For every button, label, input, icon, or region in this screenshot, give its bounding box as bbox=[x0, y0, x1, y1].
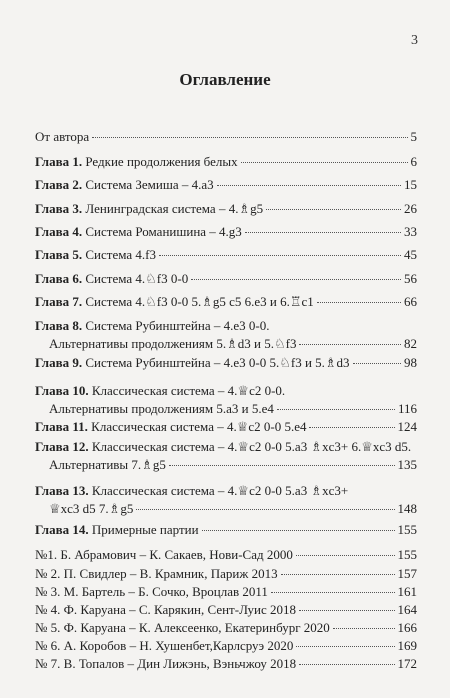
toc-entry-text: Глава 2. Система Земиша – 4.a3 bbox=[35, 177, 214, 192]
toc-entry-text: От автора bbox=[35, 129, 90, 144]
toc-page-number: 82 bbox=[404, 336, 417, 351]
dot-leader bbox=[245, 232, 401, 233]
toc-entry-text: Альтернативы 7.♗g5 bbox=[49, 457, 166, 472]
toc-entry-line bbox=[35, 655, 417, 673]
dot-leader bbox=[296, 646, 394, 647]
toc-entry bbox=[35, 546, 417, 564]
toc-entry-text: № 2. П. Свидлер – В. Крамник, Париж 2013 bbox=[35, 566, 278, 581]
toc-entry-line bbox=[35, 382, 417, 400]
toc-entry bbox=[35, 565, 417, 583]
toc-entry-text: Глава 1. Редкие продолжения белых bbox=[35, 154, 238, 169]
toc-entry bbox=[35, 482, 417, 518]
dot-leader bbox=[299, 610, 394, 611]
toc-page-number: 6 bbox=[410, 154, 417, 169]
chapter-label: Глава 9. bbox=[35, 355, 83, 370]
toc-entry-line bbox=[35, 317, 417, 335]
toc-entry-text: Глава 13. Классическая система – 4.♕c2 0-0 5.a3 ♗xc3+ bbox=[35, 483, 349, 498]
toc-entry bbox=[35, 438, 417, 474]
toc-entry-line bbox=[35, 400, 417, 418]
toc-entry bbox=[35, 619, 417, 637]
toc-entry bbox=[35, 246, 417, 264]
toc-page-number: 172 bbox=[397, 656, 417, 671]
toc-entry-line bbox=[35, 128, 417, 146]
chapter-label: Глава 3. bbox=[35, 201, 83, 216]
toc-entry-text: Глава 5. Система 4.f3 bbox=[35, 247, 156, 262]
toc-page-number: 155 bbox=[397, 522, 417, 537]
toc-entry-text: № 6. А. Коробов – Н. Хушенбет,Карлсруэ 2020 bbox=[35, 638, 294, 653]
toc-entry bbox=[35, 354, 417, 372]
dot-leader bbox=[202, 530, 395, 531]
toc-entry-text: Глава 9. Система Рубинштейна – 4.e3 0-0 5.♘f3 и 5.♗d3 bbox=[35, 355, 350, 370]
toc-entry-line bbox=[35, 482, 417, 500]
toc-entry-text: № 4. Ф. Каруана – С. Карякин, Сент-Луис 2018 bbox=[35, 602, 297, 617]
toc-entry bbox=[35, 317, 417, 353]
toc-entry-line bbox=[35, 438, 417, 456]
chapter-label: Глава 13. bbox=[35, 483, 89, 498]
toc-entry-line bbox=[35, 583, 417, 601]
chapter-label: Глава 10. bbox=[35, 383, 89, 398]
page-number: 3 bbox=[411, 33, 418, 48]
chapter-label: Глава 6. bbox=[35, 271, 83, 286]
toc-entry-line bbox=[35, 546, 417, 564]
chapter-label: Глава 2. bbox=[35, 177, 83, 192]
toc-entry-line bbox=[35, 153, 417, 171]
dot-leader bbox=[296, 555, 395, 556]
toc-page-number: 148 bbox=[397, 501, 417, 516]
toc-page-number: 26 bbox=[404, 201, 417, 216]
toc-entry-line bbox=[35, 637, 417, 655]
dot-leader bbox=[277, 409, 395, 410]
dot-leader bbox=[191, 279, 401, 280]
chapter-label: Глава 5. bbox=[35, 247, 83, 262]
toc-entry-line bbox=[35, 354, 417, 372]
toc-entry-text: Глава 8. Система Рубинштейна – 4.e3 0-0. bbox=[35, 318, 270, 333]
chapter-label: Глава 1. bbox=[35, 154, 83, 169]
toc-entry-text: Глава 4. Система Романишина – 4.g3 bbox=[35, 224, 242, 239]
toc-entry-line bbox=[35, 601, 417, 619]
toc-page-number: 155 bbox=[397, 547, 417, 562]
toc-entry-line bbox=[35, 418, 417, 436]
toc-entry bbox=[35, 521, 417, 539]
dot-leader bbox=[353, 363, 401, 364]
toc-entry bbox=[35, 655, 417, 673]
toc-page-number: 15 bbox=[404, 177, 417, 192]
toc-page-number: 166 bbox=[397, 620, 417, 635]
toc-entry-text: Альтернативы продолжениям 5.♗d3 и 5.♘f3 bbox=[49, 336, 297, 351]
toc-entry bbox=[35, 418, 417, 436]
toc-entry-text: Глава 3. Ленинградская система – 4.♗g5 bbox=[35, 201, 264, 216]
chapter-label: Глава 12. bbox=[35, 439, 89, 454]
toc-entry-text: № 3. М. Бартель – Б. Сочко, Вроцлав 2011 bbox=[35, 584, 268, 599]
toc-page-number: 169 bbox=[397, 638, 417, 653]
toc-entry-text: Глава 14. Примерные партии bbox=[35, 522, 199, 537]
toc-entry bbox=[35, 176, 417, 194]
dot-leader bbox=[309, 427, 394, 428]
toc-entry-text: Глава 6. Система 4.♘f3 0-0 bbox=[35, 271, 189, 286]
toc-entry-text: Глава 10. Классическая система – 4.♕c2 0-0. bbox=[35, 383, 286, 398]
chapter-label: Глава 4. bbox=[35, 224, 83, 239]
page-title: Оглавление bbox=[179, 70, 271, 89]
dot-leader bbox=[281, 574, 395, 575]
toc-entry-line bbox=[35, 456, 417, 474]
toc-page-number: 5 bbox=[410, 129, 417, 144]
dot-leader bbox=[299, 344, 401, 345]
dot-leader bbox=[241, 162, 408, 163]
toc-entry-text: Глава 7. Система 4.♘f3 0-0 5.♗g5 c5 6.e3 и 6.♖c1 bbox=[35, 294, 314, 309]
toc-entry-line bbox=[35, 565, 417, 583]
toc-entry-text: Глава 12. Классическая система – 4.♕c2 0-0 5.a3 ♗xc3+ 6.♕xc3 d5. bbox=[35, 439, 412, 454]
toc-page-number: 124 bbox=[397, 419, 417, 434]
dot-leader bbox=[333, 628, 395, 629]
toc-entry bbox=[35, 601, 417, 619]
toc-page-number: 161 bbox=[397, 584, 417, 599]
toc-entry-line bbox=[35, 335, 417, 353]
dot-leader bbox=[271, 592, 395, 593]
toc-entry bbox=[35, 153, 417, 171]
toc-page-number: 45 bbox=[404, 247, 417, 262]
toc-page-number: 98 bbox=[404, 355, 417, 370]
toc-entry-line bbox=[35, 521, 417, 539]
toc-entry-text: № 7. В. Топалов – Дин Лижэнь, Вэньчжоу 2018 bbox=[35, 656, 297, 671]
dot-leader bbox=[317, 302, 401, 303]
toc-page-number: 164 bbox=[397, 602, 417, 617]
toc-entry bbox=[35, 637, 417, 655]
dot-leader bbox=[217, 185, 401, 186]
toc-entry bbox=[35, 270, 417, 288]
chapter-label: Глава 11. bbox=[35, 419, 88, 434]
toc-page-number: 66 bbox=[404, 294, 417, 309]
toc-entry bbox=[35, 128, 417, 146]
dot-leader bbox=[299, 664, 394, 665]
toc-entry-line bbox=[35, 270, 417, 288]
toc-entry-text: Глава 11. Классическая система – 4.♕c2 0-0 5.e4 bbox=[35, 419, 307, 434]
toc-entry bbox=[35, 293, 417, 311]
toc-entry bbox=[35, 382, 417, 418]
toc-page-number: 56 bbox=[404, 271, 417, 286]
chapter-label: Глава 7. bbox=[35, 294, 83, 309]
toc-page-number: 116 bbox=[397, 401, 417, 416]
dot-leader bbox=[159, 255, 401, 256]
toc-entry-text: Альтернативы продолжениям 5.a3 и 5.e4 bbox=[49, 401, 274, 416]
dot-leader bbox=[169, 465, 395, 466]
toc-entry-line bbox=[35, 246, 417, 264]
toc-page-number: 157 bbox=[397, 566, 417, 581]
toc-entry bbox=[35, 583, 417, 601]
toc-entry-text: № 5. Ф. Каруана – К. Алексеенко, Екатеринбург 2020 bbox=[35, 620, 330, 635]
toc-entry-line bbox=[35, 223, 417, 241]
toc-entry bbox=[35, 200, 417, 218]
toc-entry-text: ♕xc3 d5 7.♗g5 bbox=[49, 501, 134, 516]
dot-leader bbox=[92, 137, 407, 138]
dot-leader bbox=[266, 209, 401, 210]
toc-entry bbox=[35, 223, 417, 241]
toc-entry-line bbox=[35, 500, 417, 518]
dot-leader bbox=[136, 509, 394, 510]
toc-entry-line bbox=[35, 176, 417, 194]
toc-entry-line bbox=[35, 619, 417, 637]
toc-entry-text: №1. Б. Абрамович – К. Сакаев, Нови-Сад 2000 bbox=[35, 547, 293, 562]
chapter-label: Глава 8. bbox=[35, 318, 83, 333]
toc-page-number: 33 bbox=[404, 224, 417, 239]
toc-entry-line bbox=[35, 200, 417, 218]
toc-entry-line bbox=[35, 293, 417, 311]
chapter-label: Глава 14. bbox=[35, 522, 89, 537]
toc-page-number: 135 bbox=[397, 457, 417, 472]
